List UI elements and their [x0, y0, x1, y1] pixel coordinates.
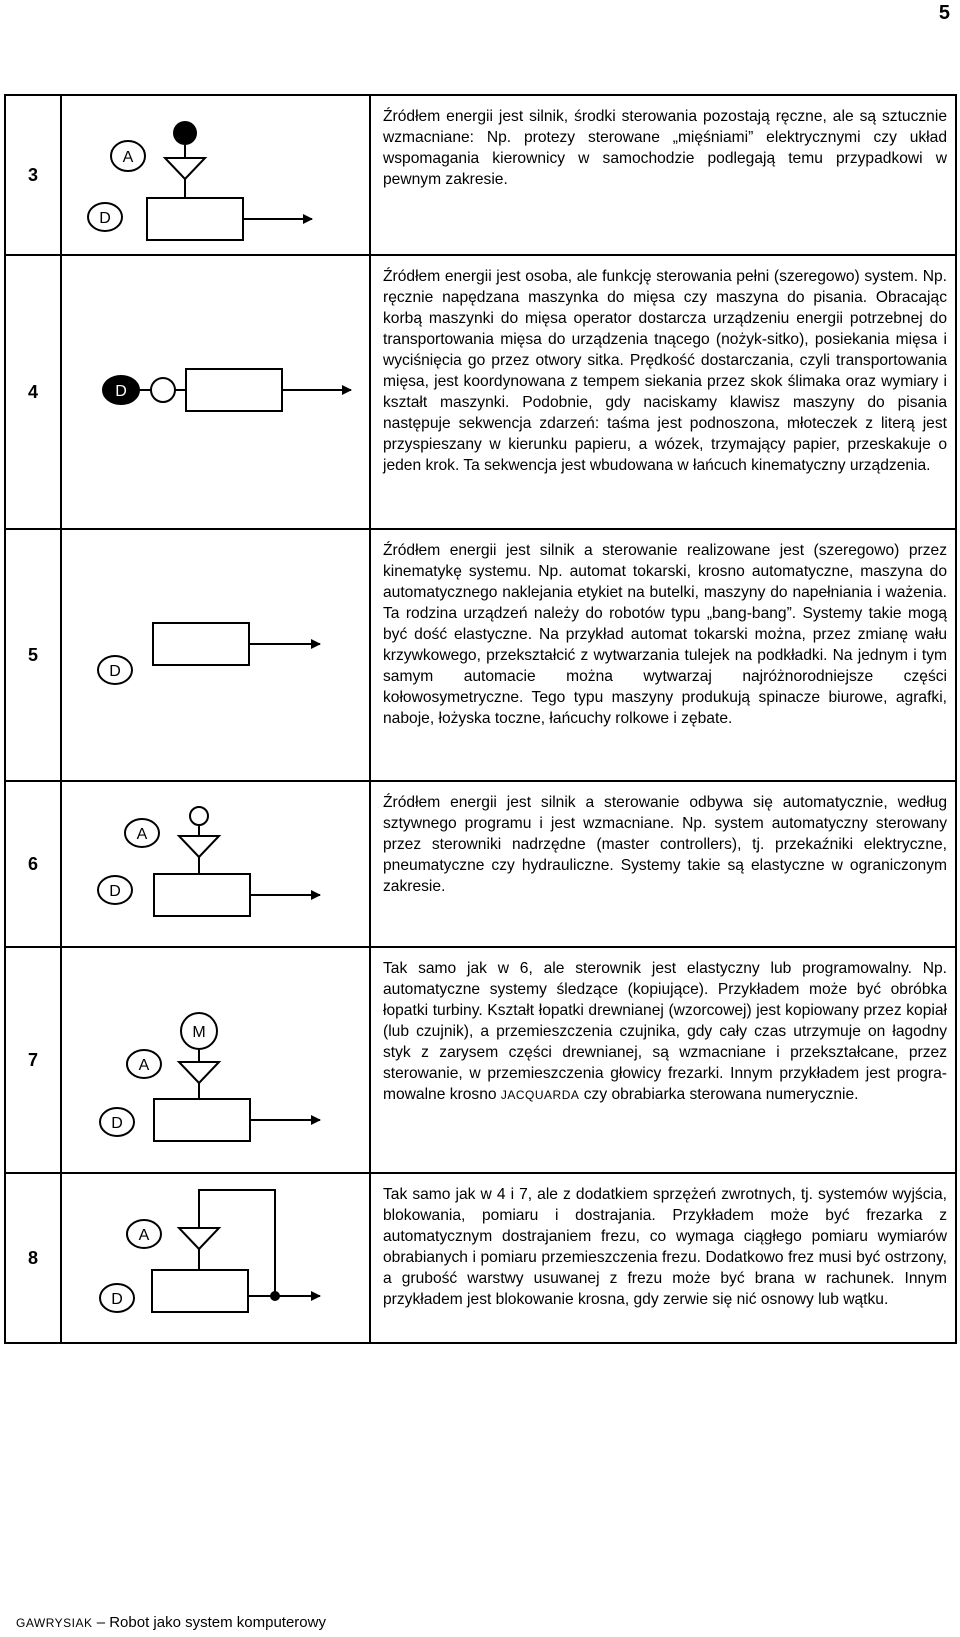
amplifier-label: A: [138, 1227, 150, 1244]
row-description: Źródłem energii jest osoba, ale funkcję sterowania pełni (szeregowo) system. Np. ręcznie napędzana maszynka do mięsa czy maszyna do pisania. Obracając korbą maszynki do mięsa operator dostarcza urządzeniu energii potrzebnej do transportowania mięsa do urządzenia tnącego (nożyk-sitko), posiekania mięsa i wyciśnięcia go przez otwory sitka. Prędkość dostarczania, czyli transportowania mięsa, jest koordynowana z tempem siekania przez skok ślimaka oraz wymiary i kształt maszynki. Podobnie, gdy naciskamy klawisz maszyny do pisania następuje sekwencja zdarzeń: taśma jest podnoszona, młoteczek z literą jest przyspieszany w kierunku papieru, a wózek, trzymający papier, przeskakuje o jeden krok. Ta sekwencja jest wbudowana w łańcuch kinematyczny urządzenia.: [370, 255, 956, 529]
diagram-cell: [61, 255, 370, 529]
row-number: 4: [5, 255, 61, 529]
footer-author: GAWRYSIAK: [16, 1616, 93, 1630]
diagram-level-5: [62, 530, 369, 778]
diagram-level-8: [62, 1174, 369, 1340]
diagram-cell: [61, 781, 370, 947]
system-box: [152, 1270, 248, 1312]
amplifier-label: A: [122, 149, 134, 166]
diagram-level-3: [62, 96, 369, 252]
diagram-level-6: [62, 782, 369, 944]
amplifier-triangle-icon: [179, 1228, 219, 1249]
drive-label: D: [111, 1115, 123, 1132]
proper-name: JACQUARDA: [500, 1088, 580, 1102]
control-ring-icon: [151, 378, 175, 402]
row-number: 3: [5, 95, 61, 255]
row-description: Źródłem energii jest silnik a sterowanie odbywa się automatycznie, według sztywnego programu i jest wzmacniane. Np. system automatyczny sterowany przez sterowniki nadrzędne (master controllers), tj. przekaźniki elektryczne, pneumatyczne czy hydrauliczne. Systemy takie są elastyczne w ograniczonym zakresie.: [370, 781, 956, 947]
amplifier-label: A: [136, 826, 148, 843]
diagram-cell: [61, 1173, 370, 1343]
table-row: [5, 95, 956, 255]
table-row: [5, 529, 956, 781]
table-row: [5, 1173, 956, 1343]
manual-input-dot-icon: [173, 121, 197, 145]
diagram-level-4: [62, 256, 369, 526]
amplifier-label: A: [138, 1057, 150, 1074]
table-row: [5, 255, 956, 529]
row-number: 7: [5, 947, 61, 1173]
footer-title: Robot jako system komputerowy: [109, 1614, 326, 1631]
system-box: [154, 1099, 250, 1141]
drive-label: D: [109, 883, 121, 900]
row-description: Tak samo jak w 4 i 7, ale z dodatkiem sprzężeń zwrotnych, tj. systemów wyjścia, blokowania, pomiaru i dostrajania. Przykładem może być frezarka z automatycznym dostrajaniem frezu, co wymaga ciągłego pomiaru wymiarów obrabianych i pomiaru przemieszczenia frezu. Dodatkowo frez musi być ostrzony, a grubość warstwy usuwanej z frezu może być brana w rachunek. Innym przykładem jest blokowanie krosna, gdy zerwie się nić osnowy lub wątku.: [370, 1173, 956, 1343]
row-number: 6: [5, 781, 61, 947]
amplifier-triangle-icon: [179, 836, 219, 857]
diagram-level-7: [62, 948, 369, 1170]
row-number: 8: [5, 1173, 61, 1343]
row-number: 5: [5, 529, 61, 781]
drive-label: D: [109, 663, 121, 680]
table-row: [5, 947, 956, 1173]
drive-label: D: [115, 383, 127, 400]
memory-label: M: [192, 1024, 206, 1041]
system-box: [154, 874, 250, 916]
description-text: Tak samo jak w 6, ale sterownik jest elastyczny lub programowalny. Np. automatyczne systemy śledzące (kopiujące). Przykładem może być obróbka łopatki turbiny. Kształt łopatki drewnianej (wzorcowej) jest kopiowany przez kopiał (lub czujnik), a przemieszczenia czujnika, gdy cały czas utrzymuje on łagodny styk z zarysem części drewnianej, są wzmacniane i przekształcane, przez sterowanie, w przemieszczenia głowicy frezarki. Innym przykładem jest programowalne krosno: [383, 960, 947, 1103]
row-description: Źródłem energii jest silnik, środki sterowania pozostają ręczne, ale są sztucznie wzmacniane: Np. protezy sterowane „mięśniami” elektrycznymi czy układ wspomagania kierownicy w samochodzie podlegają temu przypadkowi w pewnym zakresie.: [370, 95, 956, 255]
footer-separator: –: [92, 1614, 110, 1631]
automation-levels-table: [4, 94, 957, 1344]
drive-label: D: [99, 210, 111, 227]
page-number: 5: [938, 2, 950, 24]
row-description: Źródłem energii jest silnik a sterowanie realizowane jest (szeregowo) przez kinematykę systemu. Np. automat tokarski, krosno automatyczne, maszyna do automatycznego naklejania etykiet na butelki, maszyny do napełniania i ważenia. Ta rodzina urządzeń należy do robotów typu „bang-bang”. Systemy takie mogą być dość elastyczne. Na przykład automat tokarski można, przez zmianę wału krzywkowego, przekształcić z wytwarzania tulejek na podkładki. Na jednym i tym samym automacie można wytwarzaj najróżnorodniejsze części kołowosymetryczne. Tego typu maszyny produkują spinacze biurowe, agrafki, naboje, łożyska toczne, łańcuchy rolkowe i zębate.: [370, 529, 956, 781]
amplifier-triangle-icon: [165, 158, 205, 179]
program-ring-icon: [190, 807, 208, 825]
diagram-cell: [61, 947, 370, 1173]
system-box: [153, 623, 249, 665]
diagram-cell: [61, 95, 370, 255]
drive-label: D: [111, 1291, 123, 1308]
amplifier-triangle-icon: [179, 1062, 219, 1083]
description-text: czy obrabiarka sterowana numerycznie.: [579, 1086, 859, 1103]
table-row: [5, 781, 956, 947]
system-box: [147, 198, 243, 240]
page-footer: [16, 1614, 326, 1631]
system-box: [186, 369, 282, 411]
row-description: [370, 947, 956, 1173]
diagram-cell: [61, 529, 370, 781]
